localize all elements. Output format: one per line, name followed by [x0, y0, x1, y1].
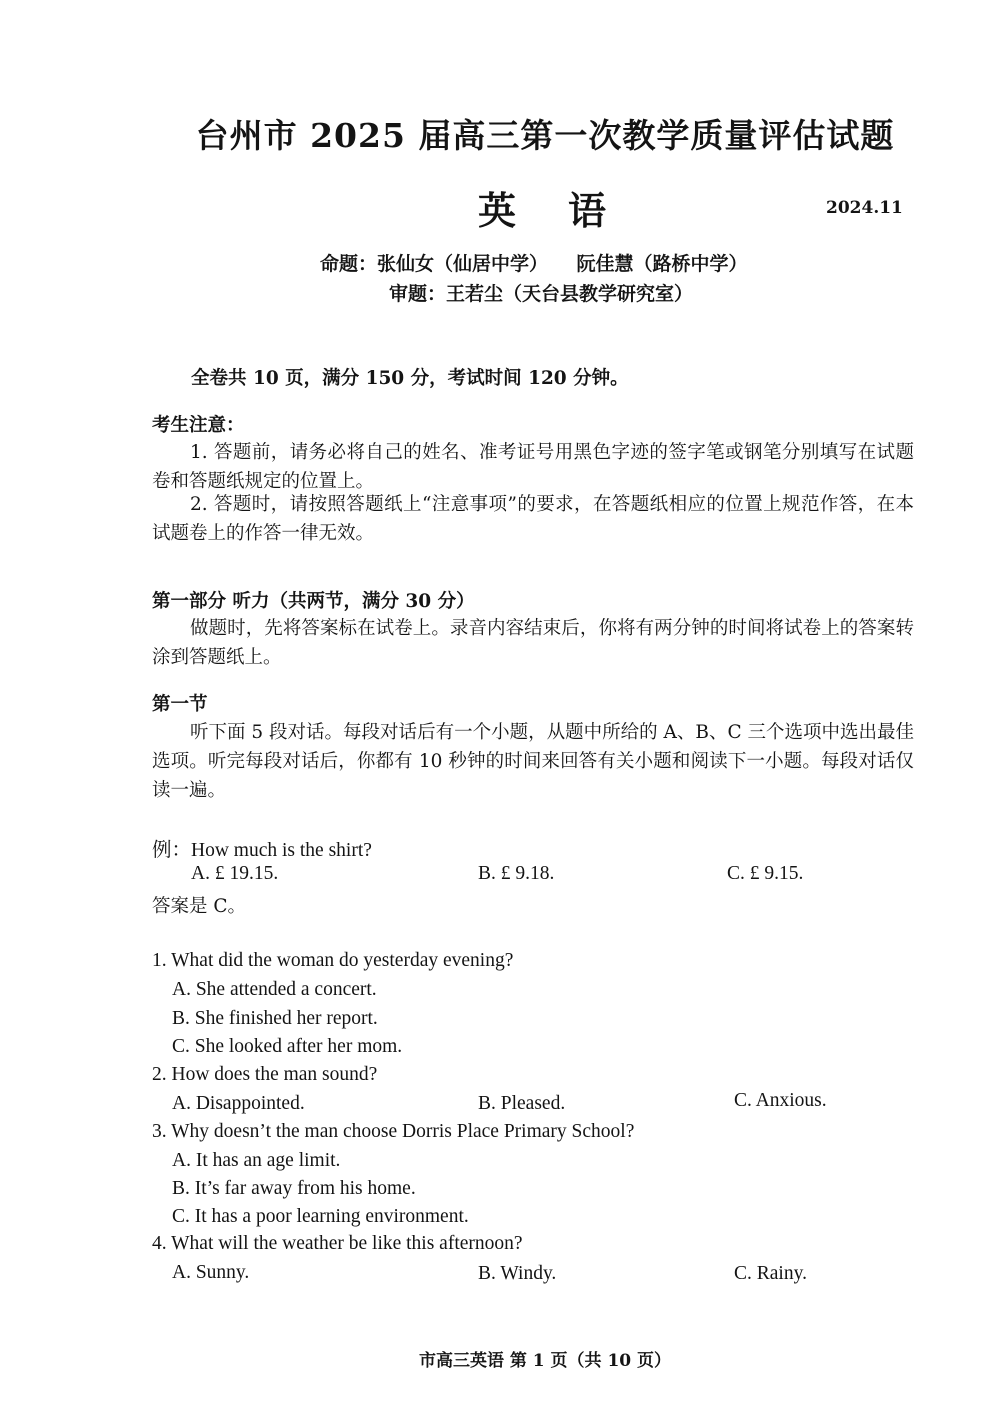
q1-option-c: C. She looked after her mom. [172, 1036, 403, 1057]
section1-instruction: 听下面 5 段对话。每段对话后有一个小题，从题中所给的 A、B、C 三个选项中选出最佳选项。听完每段对话后，你都有 10 秒钟的时间来回答有关小题和阅读下一小题。每段对话仅读一遍。 [152, 722, 914, 801]
question-2: 2. How does the man sound? [152, 1064, 378, 1085]
q4-option-c: C. Rainy. [734, 1263, 807, 1284]
part1-instruction: 做题时，先将答案标在试卷上。录音内容结束后，你将有两分钟的时间将试卷上的答案转涂到答题纸上。 [152, 618, 914, 668]
example-answer: 答案是 C。 [152, 896, 247, 917]
exam-info: 全卷共 10 页，满分 150 分，考试时间 120 分钟。 [191, 368, 629, 389]
page-footer: 市高三英语 第 1 页（共 10 页） [418, 1351, 672, 1371]
q4-option-a: A. Sunny. [172, 1262, 250, 1283]
subject-title: 英语 [478, 188, 659, 233]
question-3: 3. Why doesn’t the man choose Dorris Place Primary School? [152, 1121, 635, 1142]
authors-line: 命题：张仙女（仙居中学） 阮佳慧（路桥中学） [320, 253, 748, 275]
q3-option-a: A. It has an age limit. [172, 1150, 341, 1171]
q3-option-b: B. It’s far away from his home. [172, 1178, 416, 1199]
part1-heading: 第一部分 听力（共两节，满分 30 分） [152, 591, 475, 612]
notice-heading: 考生注意： [152, 415, 245, 436]
notice-item-1: 1. 答题前，请务必将自己的姓名、准考证号用黑色字迹的签字笔或钢笔分别填写在试题卷和答题纸规定的位置上。 [152, 442, 914, 492]
page-title: 台州市 2025 届高三第一次教学质量评估试题 [195, 116, 895, 155]
section1-heading: 第一节 [152, 694, 208, 715]
notice-item-2: 2. 答题时，请按照答题纸上“注意事项”的要求，在答题纸相应的位置上规范作答，在本试题卷上的作答一律无效。 [152, 494, 914, 544]
example-option-c: C. £ 9.15. [727, 863, 804, 884]
q2-option-b: B. Pleased. [478, 1093, 566, 1114]
example-option-a: A. £ 19.15. [191, 863, 279, 884]
exam-date: 2024.11 [826, 198, 903, 218]
reviewer-line: 审题：王若尘（天台县教学研究室） [389, 283, 694, 305]
question-1: 1. What did the woman do yesterday evening? [152, 950, 514, 971]
q2-option-a: A. Disappointed. [172, 1093, 305, 1114]
q1-option-b: B. She finished her report. [172, 1008, 378, 1029]
q2-option-c: C. Anxious. [734, 1090, 827, 1111]
q4-option-b: B. Windy. [478, 1263, 557, 1284]
q1-option-a: A. She attended a concert. [172, 979, 377, 1000]
example-option-b: B. £ 9.18. [478, 863, 555, 884]
example-question: 例：How much is the shirt? [152, 840, 372, 861]
question-4: 4. What will the weather be like this afternoon? [152, 1233, 523, 1254]
q3-option-c: C. It has a poor learning environment. [172, 1206, 469, 1227]
